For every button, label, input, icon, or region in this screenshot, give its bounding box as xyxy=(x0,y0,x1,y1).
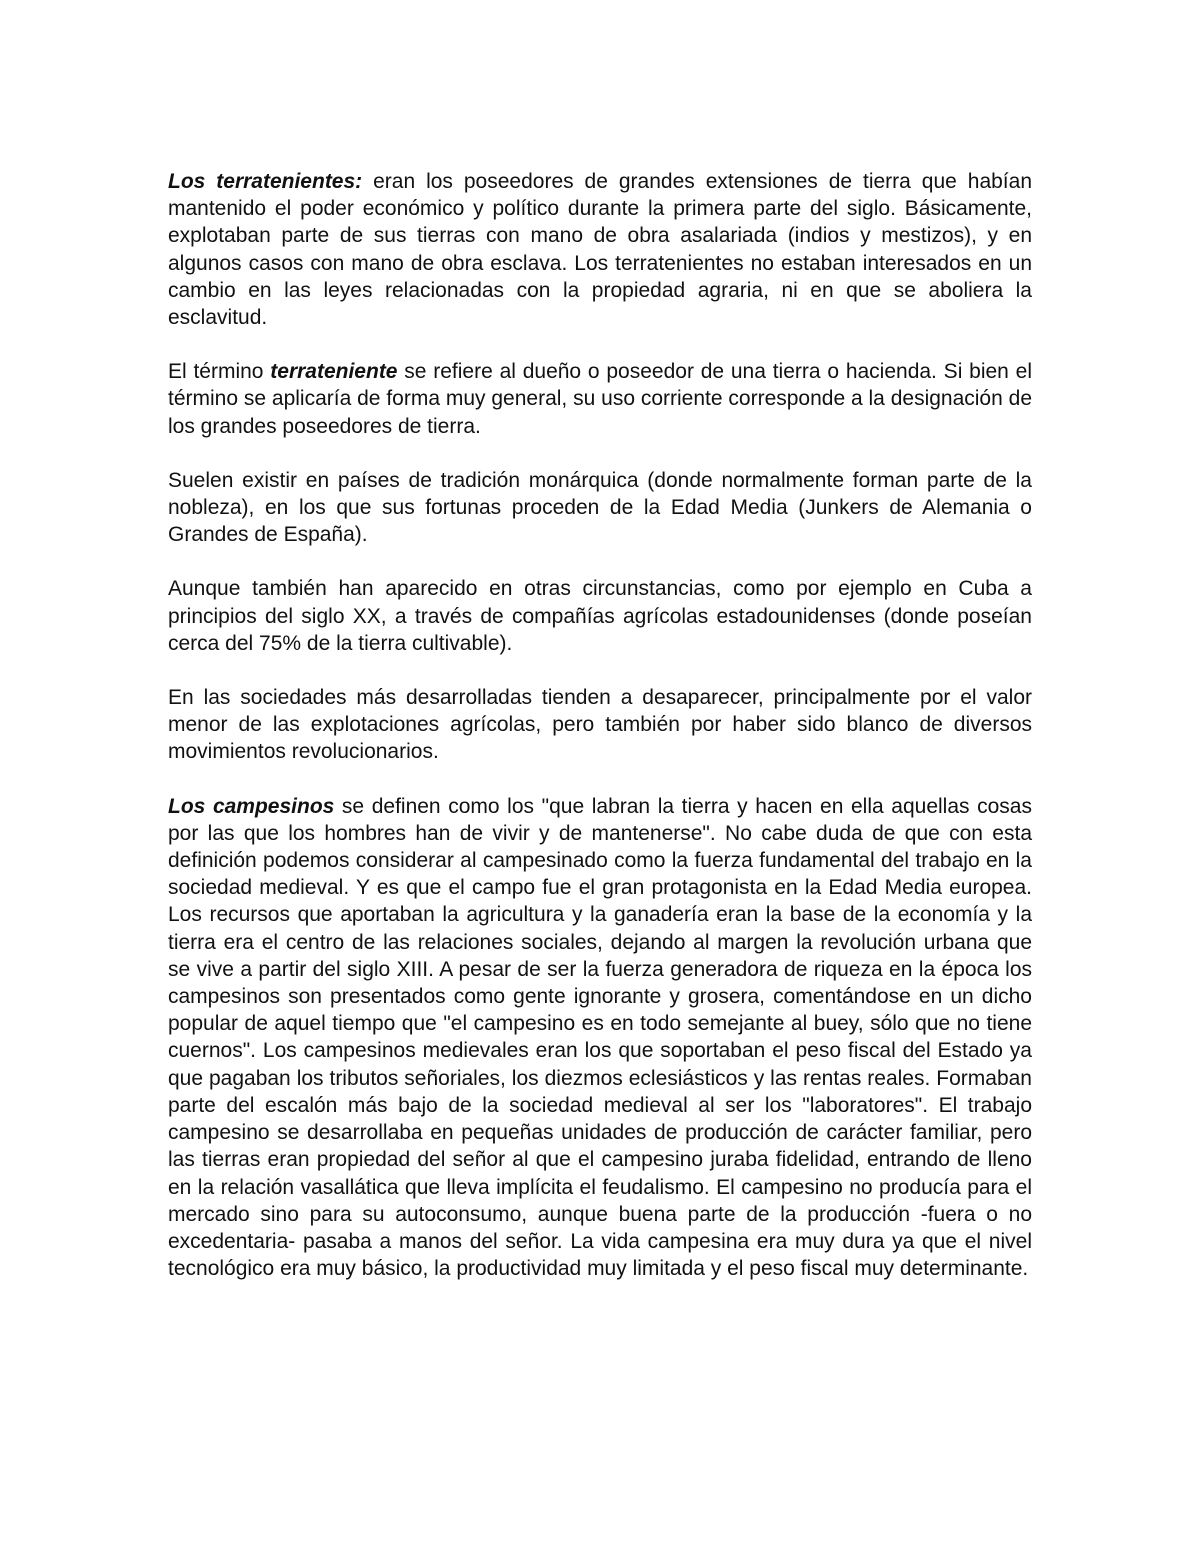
paragraph-text: eran los poseedores de grandes extensiones de tierra que habían mantenido el poder económico y político durante la primera parte del siglo. Básicamente, explotaban parte de sus tierras con mano de obra asalariada (indios y mestizos), y en algunos casos con mano de obra esclava. Los terratenientes no estaban interesados en un cambio en las leyes relacionadas con la propiedad agraria, ni en que se aboliera la esclavitud. xyxy=(168,170,1032,330)
paragraph-terratenientes xyxy=(168,168,1032,331)
paragraph-campesinos xyxy=(168,793,1032,1283)
term-terrateniente: terrateniente xyxy=(270,360,398,384)
paragraph-text: El término xyxy=(168,360,271,384)
paragraph-text: se refiere al dueño o poseedor de una tierra o hacienda. Si bien el término se aplicaría de forma muy general, su uso corriente corresponde a la designación de los grandes poseedores de tierra. xyxy=(168,360,1032,438)
paragraph-text: se definen como los "que labran la tierra y hacen en ella aquellas cosas por las que los hombres han de vivir y de mantenerse". No cabe duda de que con esta definición podemos considerar al campesinado como la fuerza fundamental del trabajo en la sociedad medieval. Y es que el campo fue el gran protagonista en la Edad Media europea. Los recursos que aportaban la agricultura y la ganadería eran la base de la economía y la tierra era el centro de las relaciones sociales, dejando al margen la revolución urbana que se vive a partir del siglo XIII. A pesar de ser la fuerza generadora de riqueza en la época los campesinos son presentados como gente ignorante y grosera, comentándose en un dicho popular de aquel tiempo que "el campesino es en todo semejante al buey, sólo que no tiene cuernos". Los campesinos medievales eran los que soportaban el peso fiscal del Estado ya que pagaban los tributos señoriales, los diezmos eclesiásticos y las rentas reales. Formaban parte del escalón más bajo de la sociedad medieval al ser los "laboratores". El trabajo campesino se desarrollaba en pequeñas unidades de producción de carácter familiar, pero las tierras eran propiedad del señor al que el campesino juraba fidelidad, entrando de lleno en la relación vasallática que lleva implícita el feudalismo. El campesino no producía para el mercado sino para su autoconsumo, aunque buena parte de la producción -fuera o no excedentaria- pasaba a manos del señor. La vida campesina era muy dura ya que el nivel tecnológico era muy básico, la productividad muy limitada y el peso fiscal muy determinante. xyxy=(168,794,1032,1281)
paragraph-termino-terrateniente xyxy=(168,358,1032,440)
term-los-campesinos: Los campesinos xyxy=(168,794,335,818)
paragraph-sociedades-desarrolladas: En las sociedades más desarrolladas tienden a desaparecer, principalmente por el valor menor de las explotaciones agrícolas, pero también por haber sido blanco de diversos movimientos revolucionarios. xyxy=(168,686,1032,764)
document-page xyxy=(168,168,1032,1282)
paragraph-cuba: Aunque también han aparecido en otras circunstancias, como por ejemplo en Cuba a principios del siglo XX, a través de compañías agrícolas estadounidenses (donde poseían cerca del 75% de la tierra cultivable). xyxy=(168,577,1032,655)
paragraph-tradicion-monarquica: Suelen existir en países de tradición monárquica (donde normalmente forman parte de la nobleza), en los que sus fortunas proceden de la Edad Media (Junkers de Alemania o Grandes de España). xyxy=(168,468,1032,547)
term-los-terratenientes: Los terratenientes: xyxy=(168,170,363,193)
